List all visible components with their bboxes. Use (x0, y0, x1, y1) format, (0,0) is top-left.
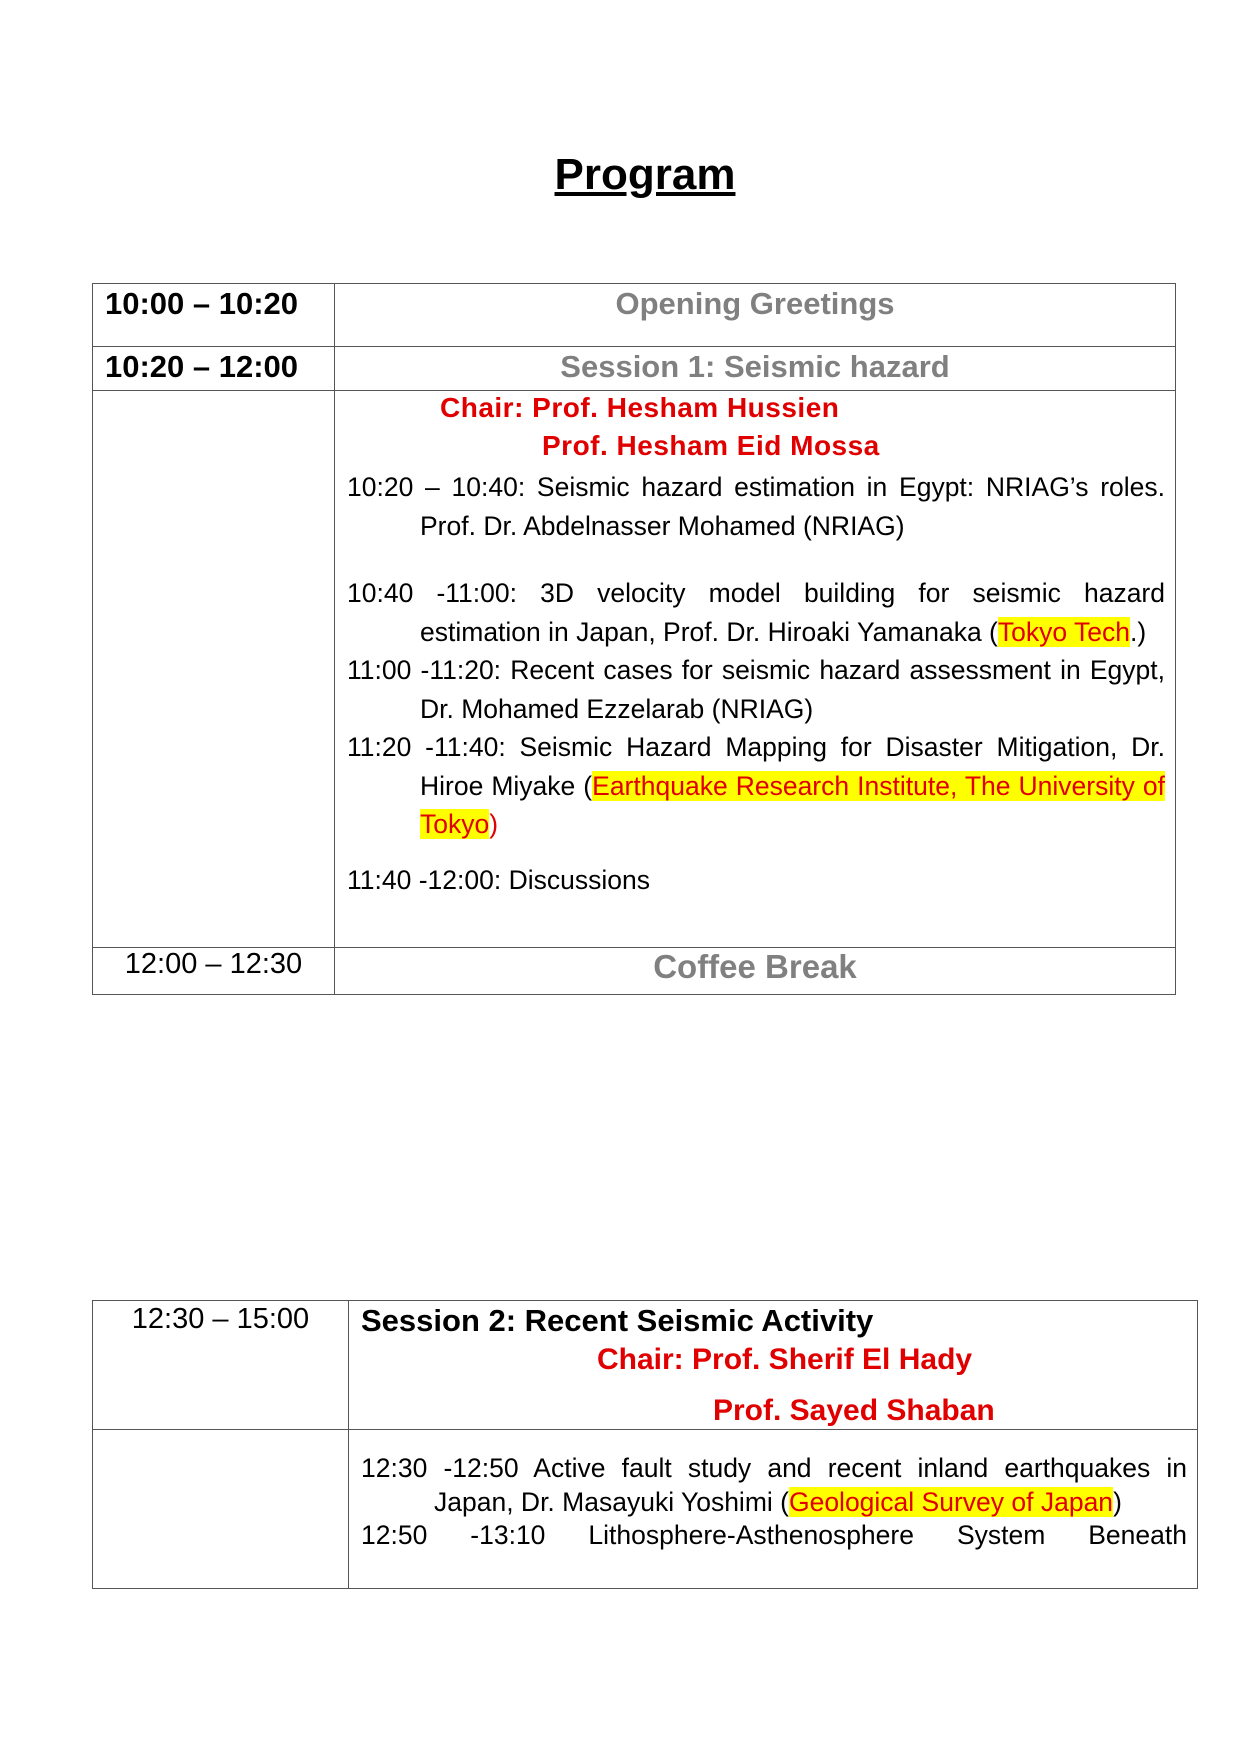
table-row (93, 391, 1176, 948)
institution-highlight: Earthquake Research Institute, The University of Tokyo (420, 770, 1165, 839)
coffee-break-label: Coffee Break (335, 948, 1176, 995)
institution-highlight: Geological Survey of Japan (788, 1486, 1114, 1517)
session-2-content (349, 1430, 1198, 1589)
table-row (93, 284, 1176, 347)
page-title: Program (554, 150, 736, 199)
talk-item: 10:40 -11:00: 3D velocity model building for seismic hazard estimation in Japan, Prof. Dr. Hiroaki Yamanaka (Tokyo Tech.) (347, 578, 1165, 647)
table-row (93, 1301, 1198, 1430)
time-cell: 10:20 – 12:00 (93, 347, 335, 391)
program-table-2 (92, 1300, 1198, 1589)
session-2-header (349, 1301, 1198, 1430)
talk-item: 12:30 -12:50 Active fault study and recent inland earthquakes in Japan, Dr. Masayuki Yoshimi (Geological Survey of Japan) (361, 1453, 1187, 1517)
session-2-label: Session 2: Recent Seismic Activity (361, 1303, 874, 1338)
time-cell: 12:30 – 15:00 (93, 1301, 349, 1430)
chair-line-2: Prof. Sayed Shaban (713, 1394, 995, 1427)
time-cell: 12:00 – 12:30 (93, 948, 335, 995)
talk-item: 10:20 – 10:40: Seismic hazard estimation in Egypt: NRIAG’s roles. Prof. Dr. Abdelnasser Mohamed (NRIAG) (347, 472, 1165, 541)
talk-item: 11:40 -12:00: Discussions (347, 864, 650, 895)
empty-time-cell (93, 1430, 349, 1589)
chair-line-1: Chair: Prof. Hesham Hussien (440, 392, 840, 423)
table-row (93, 1430, 1198, 1589)
program-table-1 (92, 283, 1176, 995)
institution-highlight: Tokyo Tech (997, 616, 1130, 647)
time-cell: 10:00 – 10:20 (93, 284, 335, 347)
chair-line-2: Prof. Hesham Eid Mossa (542, 430, 880, 461)
table-row (93, 347, 1176, 391)
talk-item: 12:50 -13:10 Lithosphere-Asthenosphere System Beneath (361, 1520, 1187, 1550)
table-row (93, 948, 1176, 995)
session-1-content (335, 391, 1176, 948)
session-1-label: Session 1: Seismic hazard (335, 347, 1176, 391)
opening-greetings-label: Opening Greetings (335, 284, 1176, 347)
talk-item: 11:20 -11:40: Seismic Hazard Mapping for Disaster Mitigation, Dr. Hiroe Miyake (Earthquake Research Institute, The University of Tokyo) (347, 732, 1165, 839)
empty-time-cell (93, 391, 335, 948)
chair-line-1: Chair: Prof. Sherif El Hady (597, 1343, 973, 1376)
talk-item: 11:00 -11:20: Recent cases for seismic hazard assessment in Egypt, Dr. Mohamed Ezzelarab (NRIAG) (347, 655, 1165, 724)
